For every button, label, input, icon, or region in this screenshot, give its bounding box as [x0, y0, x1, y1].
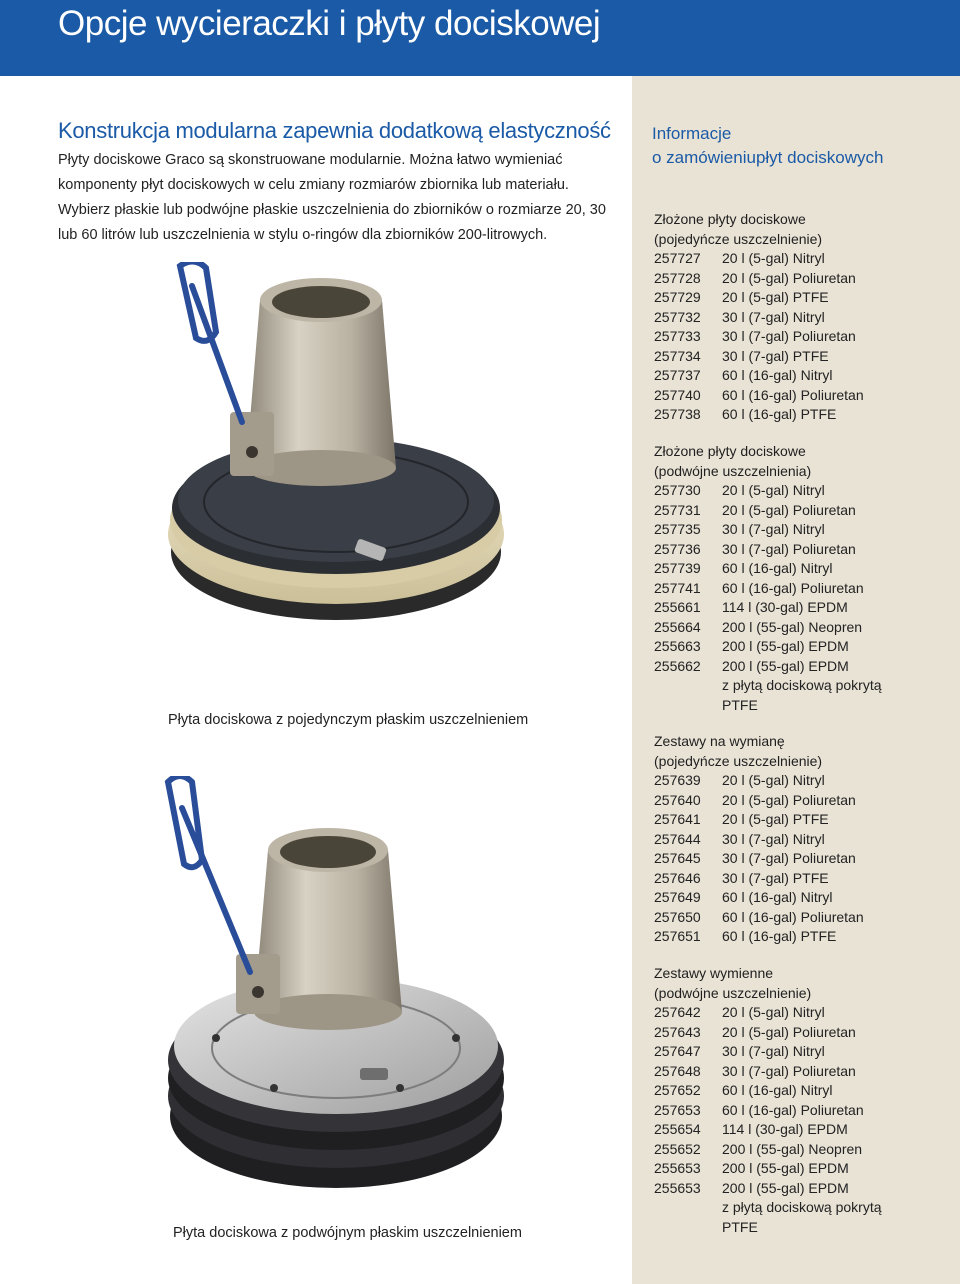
part-number: 255662	[654, 657, 701, 674]
part-description: 60 l (16-gal) PTFE	[722, 928, 837, 944]
part-row	[654, 559, 954, 579]
group-heading: Złożone płyty dociskowe	[654, 211, 806, 227]
part-description: 200 l (55-gal) EPDM	[722, 1179, 849, 1196]
part-number: 257644	[654, 830, 701, 847]
part-row	[654, 1140, 954, 1160]
part-description: 30 l (7-gal) Nitryl	[722, 1043, 825, 1059]
group-replacement-single-seal	[654, 732, 954, 947]
product-image-double-seal	[150, 776, 520, 1196]
part-description: 20 l (5-gal) Poliuretan	[722, 269, 856, 286]
part-row	[654, 327, 954, 347]
part-row	[654, 269, 954, 289]
part-row	[654, 810, 954, 830]
part-description: PTFE	[722, 1218, 758, 1235]
product-caption-double-seal: Płyta dociskowa z podwójnym płaskim uszczelnieniem	[173, 1225, 522, 1241]
part-row	[654, 618, 954, 638]
group-replacement-double-seal	[654, 964, 954, 1237]
part-number: 257642	[654, 1004, 701, 1020]
part-number: 257729	[654, 289, 701, 305]
part-number: 257647	[654, 1043, 701, 1059]
part-number: 255664	[654, 618, 701, 635]
part-row	[654, 540, 954, 560]
group-subheading: (pojedyńcze uszczelnienie)	[654, 230, 823, 247]
part-number: 257653	[654, 1101, 701, 1118]
intro-section	[58, 118, 628, 248]
part-row	[654, 520, 954, 540]
part-row	[654, 1218, 954, 1238]
part-row	[654, 249, 954, 269]
part-row	[654, 1198, 954, 1218]
part-description: 200 l (55-gal) EPDM	[722, 1160, 849, 1176]
part-number: 257740	[654, 386, 701, 403]
part-description: 60 l (16-gal) Poliuretan	[722, 579, 864, 596]
part-description: 20 l (5-gal) Nitryl	[722, 482, 825, 498]
part-number: 257641	[654, 811, 701, 827]
part-description: z płytą dociskową pokrytą	[722, 677, 882, 693]
part-row	[654, 1159, 954, 1179]
part-description: 60 l (16-gal) Poliuretan	[722, 386, 864, 403]
part-description: z płytą dociskową pokrytą	[722, 1199, 882, 1215]
group-rows	[654, 249, 954, 425]
part-description: 30 l (7-gal) Poliuretan	[722, 328, 856, 344]
part-row	[654, 501, 954, 521]
part-description: 60 l (16-gal) Nitryl	[722, 560, 833, 576]
part-number: 257639	[654, 772, 701, 788]
part-number: 257728	[654, 269, 701, 286]
group-rows	[654, 1003, 954, 1237]
part-description: 114 l (30-gal) EPDM	[722, 599, 848, 615]
ordering-info-sidebar	[632, 76, 960, 1284]
part-row	[654, 1003, 954, 1023]
part-number: 257731	[654, 501, 701, 518]
part-description: 20 l (5-gal) Poliuretan	[722, 791, 856, 808]
part-number: 257645	[654, 850, 701, 866]
part-row	[654, 791, 954, 811]
part-number: 257735	[654, 521, 701, 537]
part-description: 30 l (7-gal) PTFE	[722, 869, 829, 886]
part-row	[654, 1042, 954, 1062]
part-row	[654, 598, 954, 618]
intro-text: Płyty dociskowe Graco są skonstruowane modularnie. Można łatwo wymieniać komponenty płyt dociskowych w celu zmiany rozmiarów zbiornika lub materiału. Wybierz płaskie lub podwójne płaskie uszczelnienia do zbiorników o rozmiarze 20, 30 lub 60 litrów lub uszczelnienia w stylu o-ringów dla zbiorników 200-litrowych.	[58, 152, 606, 243]
part-number: 255661	[654, 599, 701, 615]
group-subheading: (podwójne uszczelnienie)	[654, 984, 812, 1001]
part-number: 257640	[654, 791, 701, 808]
group-heading: Złożone płyty dociskowe	[654, 443, 806, 459]
part-row	[654, 830, 954, 850]
intro-title: Konstrukcja modularna zapewnia dodatkową elastyczność	[58, 118, 611, 143]
part-description: 20 l (5-gal) PTFE	[722, 811, 829, 827]
product-image-single-seal	[150, 262, 520, 622]
part-number: 257650	[654, 908, 701, 925]
part-number: 257651	[654, 928, 701, 944]
part-description: 60 l (16-gal) PTFE	[722, 406, 837, 422]
part-description: 30 l (7-gal) Poliuretan	[722, 850, 856, 866]
group-assembled-double-seal	[654, 442, 954, 715]
part-description: 60 l (16-gal) Poliuretan	[722, 908, 864, 925]
part-description: 20 l (5-gal) Poliuretan	[722, 1023, 856, 1040]
part-row	[654, 405, 954, 425]
product-caption-single-seal: Płyta dociskowa z pojedynczym płaskim uszczelnieniem	[168, 712, 529, 728]
part-number: 257739	[654, 560, 701, 576]
part-description: 60 l (16-gal) Poliuretan	[722, 1101, 864, 1118]
part-number: 257738	[654, 406, 701, 422]
header-band	[0, 0, 960, 76]
part-row	[654, 288, 954, 308]
part-row	[654, 386, 954, 406]
group-heading: Zestawy na wymianę	[654, 733, 785, 749]
part-number: 257736	[654, 540, 701, 557]
part-row	[654, 927, 954, 947]
group-assembled-single-seal	[654, 210, 954, 425]
part-description: 200 l (55-gal) Neopren	[722, 1140, 863, 1157]
part-number: 257737	[654, 367, 701, 383]
part-row	[654, 1023, 954, 1043]
part-number: 255654	[654, 1121, 701, 1137]
part-row	[654, 869, 954, 889]
part-description: 60 l (16-gal) Nitryl	[722, 1082, 833, 1098]
part-number: 257733	[654, 328, 701, 344]
part-number: 257734	[654, 347, 701, 364]
part-row	[654, 657, 954, 677]
part-description: 60 l (16-gal) Nitryl	[722, 889, 833, 905]
part-number: 255652	[654, 1140, 701, 1157]
part-description: 30 l (7-gal) Nitryl	[722, 830, 825, 847]
part-row	[654, 481, 954, 501]
part-row	[654, 347, 954, 367]
part-row	[654, 579, 954, 599]
part-number: 257727	[654, 250, 701, 266]
part-row	[654, 888, 954, 908]
part-row	[654, 771, 954, 791]
part-row	[654, 696, 954, 716]
group-heading: Zestawy wymienne	[654, 965, 774, 981]
part-row	[654, 908, 954, 928]
part-description: 30 l (7-gal) Poliuretan	[722, 1062, 856, 1079]
part-number: 255663	[654, 638, 701, 654]
part-number: 257648	[654, 1062, 701, 1079]
part-description: 30 l (7-gal) PTFE	[722, 347, 829, 364]
part-description: 20 l (5-gal) Poliuretan	[722, 501, 856, 518]
group-rows	[654, 771, 954, 947]
part-row	[654, 849, 954, 869]
part-number: 255653	[654, 1160, 701, 1176]
part-row	[654, 1081, 954, 1101]
part-description: 20 l (5-gal) PTFE	[722, 289, 829, 305]
part-row	[654, 366, 954, 386]
part-row	[654, 637, 954, 657]
part-description: 200 l (55-gal) Neopren	[722, 618, 863, 635]
part-description: 30 l (7-gal) Poliuretan	[722, 540, 856, 557]
part-row	[654, 1101, 954, 1121]
group-subheading: (pojedyńcze uszczelnienie)	[654, 752, 823, 769]
part-row	[654, 676, 954, 696]
part-description: 20 l (5-gal) Nitryl	[722, 250, 825, 266]
part-description: 60 l (16-gal) Nitryl	[722, 367, 833, 383]
group-rows	[654, 481, 954, 715]
part-row	[654, 1120, 954, 1140]
part-row	[654, 1062, 954, 1082]
part-description: 114 l (30-gal) EPDM	[722, 1121, 848, 1137]
part-description: 20 l (5-gal) Nitryl	[722, 772, 825, 788]
sidebar-title: Informacje o zamówieniupłyt dociskowych	[652, 124, 884, 167]
part-row	[654, 1179, 954, 1199]
part-number: 257652	[654, 1082, 701, 1098]
part-description: 200 l (55-gal) EPDM	[722, 638, 849, 654]
part-description: 30 l (7-gal) Nitryl	[722, 521, 825, 537]
part-description: 20 l (5-gal) Nitryl	[722, 1004, 825, 1020]
part-number: 257732	[654, 308, 701, 325]
part-number: 257730	[654, 482, 701, 498]
page-title: Opcje wycieraczki i płyty dociskowej	[58, 4, 601, 43]
part-description: 30 l (7-gal) Nitryl	[722, 308, 825, 325]
part-number: 257646	[654, 869, 701, 886]
part-number: 257741	[654, 579, 701, 596]
part-row	[654, 308, 954, 328]
group-subheading: (podwójne uszczelnienia)	[654, 462, 812, 479]
part-description: 200 l (55-gal) EPDM	[722, 657, 849, 674]
part-number: 255653	[654, 1179, 701, 1196]
part-description: PTFE	[722, 696, 758, 713]
part-number: 257643	[654, 1023, 701, 1040]
part-number: 257649	[654, 889, 701, 905]
